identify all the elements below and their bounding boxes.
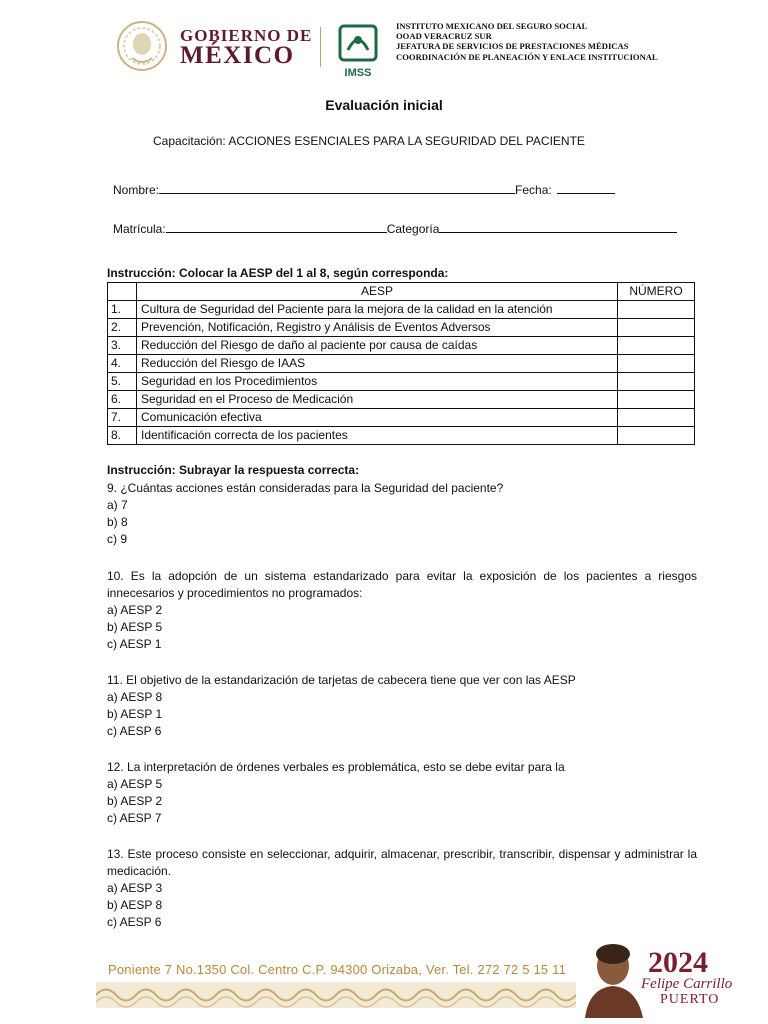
question-12	[107, 759, 697, 827]
matricula-category-row	[113, 220, 677, 236]
row-index: 2.	[108, 319, 137, 337]
answer-option[interactable]: a) AESP 5	[107, 777, 163, 791]
answer-option[interactable]: b) AESP 5	[107, 620, 163, 634]
imss-logo	[336, 24, 380, 79]
national-emblem-icon	[112, 20, 172, 72]
answer-option[interactable]: a) AESP 8	[107, 690, 163, 704]
name-field[interactable]	[159, 181, 515, 194]
row-index: 6.	[108, 391, 137, 409]
institution-line: OOAD VERACRUZ SUR	[396, 31, 492, 42]
row-text: Seguridad en el Proceso de Medicación	[137, 391, 618, 409]
instruction-2: Instrucción: Subrayar la respuesta correcta:	[107, 463, 360, 477]
row-text: Reducción del Riesgo de daño al paciente por causa de caídas	[137, 337, 618, 355]
answer-option[interactable]: b) 8	[107, 515, 128, 529]
portrait-icon	[577, 938, 647, 1018]
question-9	[107, 480, 697, 548]
header-number: NÚMERO	[618, 283, 695, 301]
row-text: Cultura de Seguridad del Paciente para la mejora de la calidad en la atención	[137, 301, 618, 319]
answer-option[interactable]: b) AESP 8	[107, 898, 163, 912]
name-date-row	[113, 181, 615, 197]
question-text: 9. ¿Cuántas acciones están consideradas para la Seguridad del paciente?	[107, 481, 504, 495]
row-number-input[interactable]	[618, 409, 695, 427]
course-name: Capacitación: ACCIONES ESENCIALES PARA LA SEGURIDAD DEL PACIENTE	[153, 134, 585, 148]
header-aesp: AESP	[137, 283, 618, 301]
table-row	[108, 391, 695, 409]
answer-option[interactable]: c) AESP 1	[107, 637, 162, 651]
question-13	[107, 846, 697, 931]
matricula-label: Matrícula:	[113, 222, 166, 236]
row-text: Reducción del Riesgo de IAAS	[137, 355, 618, 373]
row-number-input[interactable]	[618, 337, 695, 355]
row-number-input[interactable]	[618, 319, 695, 337]
table-row	[108, 373, 695, 391]
category-field[interactable]	[439, 220, 677, 233]
date-label: Fecha:	[515, 183, 552, 197]
row-number-input[interactable]	[618, 391, 695, 409]
answer-option[interactable]: c) AESP 7	[107, 811, 162, 825]
question-text: 11. El objetivo de la estandarización de tarjetas de cabecera tiene que ver con las AESP	[107, 673, 576, 687]
row-index: 7.	[108, 409, 137, 427]
aesp-table	[107, 282, 695, 445]
commemorative-year: 2024	[648, 946, 708, 979]
row-number-input[interactable]	[618, 355, 695, 373]
row-text: Comunicación efectiva	[137, 409, 618, 427]
institution-line: INSTITUTO MEXICANO DEL SEGURO SOCIAL	[396, 21, 588, 31]
commemorative-name-2: PUERTO	[660, 992, 720, 1007]
table-header-row	[108, 283, 695, 301]
question-10	[107, 568, 697, 653]
category-label: Categoría	[386, 222, 440, 236]
commemorative-name-1: Felipe Carrillo	[641, 976, 733, 992]
answer-option[interactable]: a) AESP 3	[107, 881, 163, 895]
answer-option[interactable]: c) AESP 6	[107, 915, 162, 929]
institution-line: COORDINACIÓN DE PLANEACIÓN Y ENLACE INSTITUCIONAL	[396, 51, 658, 62]
row-number-input[interactable]	[618, 427, 695, 445]
matricula-field[interactable]	[166, 220, 387, 233]
institution-block	[396, 21, 658, 62]
question-11	[107, 672, 697, 740]
page-title: Evaluación inicial	[325, 97, 443, 113]
row-index: 1.	[108, 301, 137, 319]
row-index: 3.	[108, 337, 137, 355]
question-text: 13. Este proceso consiste en seleccionar, adquirir, almacenar, prescribir, transcribir, dispensar y administrar la medicación.	[107, 847, 697, 878]
row-index: 8.	[108, 427, 137, 445]
imss-label: IMSS	[344, 67, 372, 79]
answer-option[interactable]: b) AESP 1	[107, 707, 163, 721]
answer-option[interactable]: c) 9	[107, 532, 128, 546]
date-field[interactable]	[557, 181, 615, 194]
gov-title-line2: MÉXICO	[180, 42, 295, 69]
table-row	[108, 319, 695, 337]
row-text: Seguridad en los Procedimientos	[137, 373, 618, 391]
row-text: Prevención, Notificación, Registro y Análisis de Eventos Adversos	[137, 319, 618, 337]
header-num-cell	[108, 283, 137, 301]
table-row	[108, 337, 695, 355]
row-index: 4.	[108, 355, 137, 373]
row-number-input[interactable]	[618, 301, 695, 319]
question-text: 12. La interpretación de órdenes verbales es problemática, esto se debe evitar para la	[107, 760, 565, 774]
answer-option[interactable]: c) AESP 6	[107, 724, 162, 738]
row-text: Identificación correcta de los pacientes	[137, 427, 618, 445]
decorative-band-icon	[96, 982, 576, 1008]
answer-option[interactable]: b) AESP 2	[107, 794, 163, 808]
institution-line: JEFATURA DE SERVICIOS DE PRESTACIONES MÉDICAS	[396, 41, 629, 52]
table-row	[108, 427, 695, 445]
table-row	[108, 355, 695, 373]
instruction-1: Instrucción: Colocar la AESP del 1 al 8, según corresponda:	[107, 266, 449, 280]
row-index: 5.	[108, 373, 137, 391]
answer-option[interactable]: a) 7	[107, 498, 128, 512]
page-header	[0, 0, 768, 90]
row-number-input[interactable]	[618, 373, 695, 391]
table-row	[108, 301, 695, 319]
name-label: Nombre:	[113, 183, 160, 197]
header-divider	[320, 27, 321, 67]
table-row	[108, 409, 695, 427]
question-text: 10. Es la adopción de un sistema estandarizado para evitar la exposición de los pacientes a riesgos innecesarios y procedimientos no programados:	[107, 569, 697, 600]
footer-address: Poniente 7 No.1350 Col. Centro C.P. 94300 Orizaba, Ver. Tel. 272 72 5 15 11	[108, 962, 567, 977]
gov-title-line1: GOBIERNO DE	[180, 26, 313, 45]
answer-option[interactable]: a) AESP 2	[107, 603, 163, 617]
imss-eagle-icon	[336, 24, 380, 62]
